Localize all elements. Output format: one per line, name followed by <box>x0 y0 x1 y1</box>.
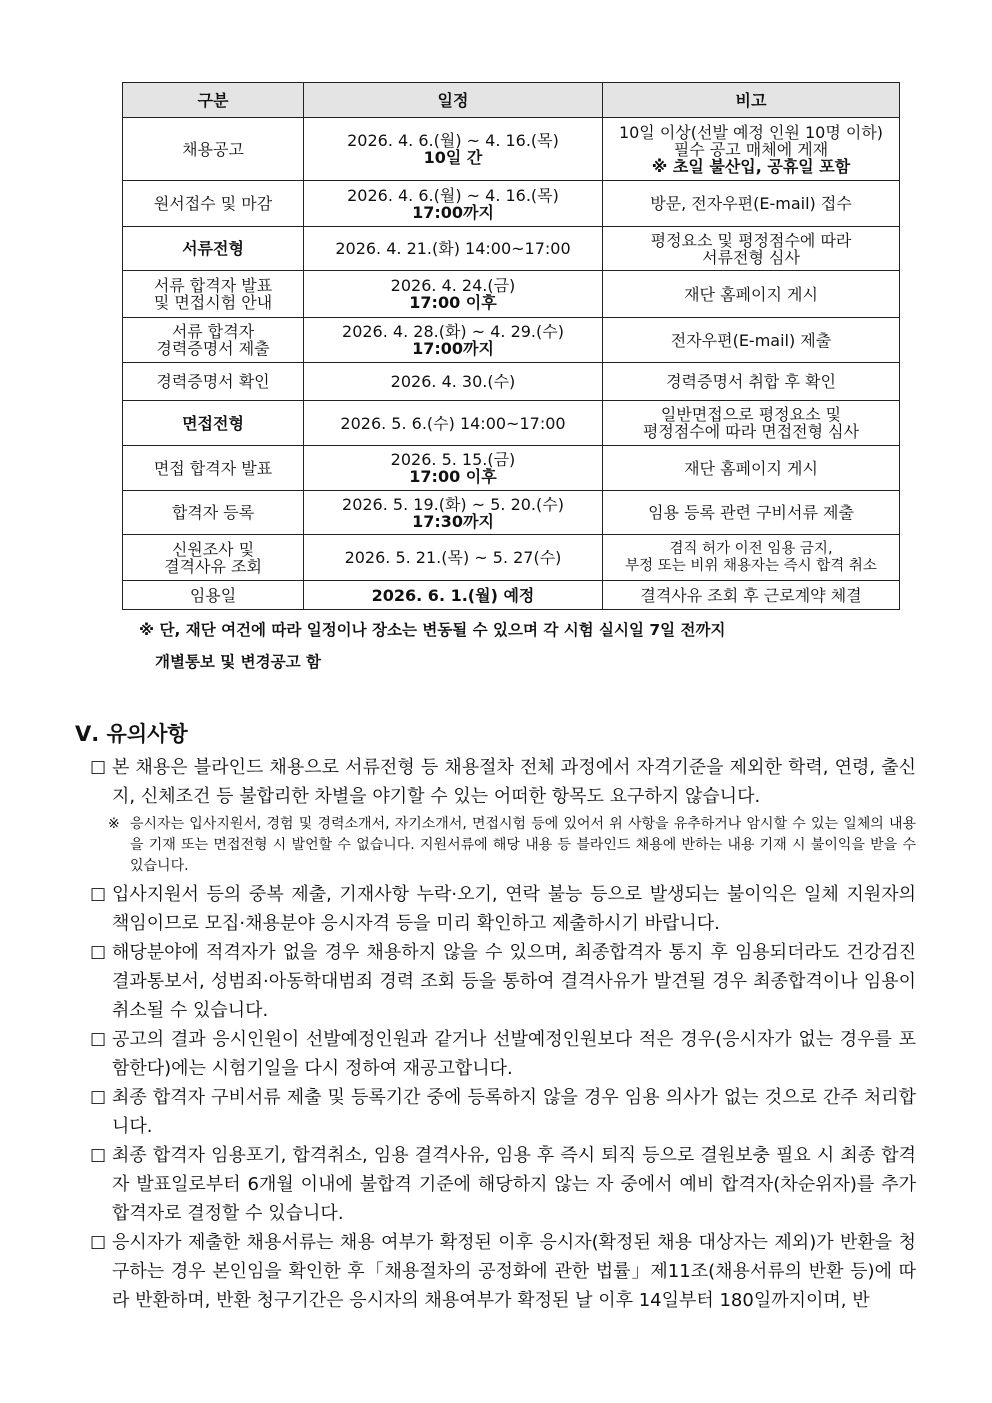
list-subitem <box>108 814 916 877</box>
row-schedule: 2026. 4. 21.(화) 14:00~17:00 <box>304 227 603 271</box>
header-schedule: 일정 <box>304 83 603 118</box>
row-schedule: 2026. 4. 28.(화) ~ 4. 29.(수) 17:00까지 <box>304 318 603 363</box>
table-footnote-line1: ※ 단, 재단 여건에 따라 일정이나 장소는 변동될 수 있으며 각 시험 실시일 7일 전까지 <box>139 621 726 639</box>
row-category: 서류전형 <box>123 227 304 271</box>
checkbox-bullet-icon: □ <box>90 1232 107 1252</box>
notice-text: 최종 합격자 임용포기, 합격취소, 임용 결격사유, 임용 후 즉시 퇴직 등으로 결원보충 필요 시 최종 합격자 발표일로부터 6개월 이내에 불합격 기준에 해당하지 않는 자 중에서 예비 합격자(차순위자)를 추가 합격자로 결정할 수 있습니다. <box>112 1145 916 1224</box>
notice-text: 입사지원서 등의 중복 제출, 기재사항 누락·오기, 연락 불능 등으로 발생되는 불이익은 일체 지원자의 책임이므로 모집·채용분야 응시자격 등을 미리 확인하고 제출하시기 바랍니다. <box>112 884 916 934</box>
row-category: 임용일 <box>123 581 304 610</box>
table-row <box>123 181 900 227</box>
checkbox-bullet-icon: □ <box>90 1029 107 1049</box>
table-header-row <box>123 83 900 118</box>
row-category: 원서접수 및 마감 <box>123 181 304 227</box>
table-row <box>123 227 900 271</box>
list-item <box>90 753 916 811</box>
header-category: 구분 <box>123 83 304 118</box>
checkbox-bullet-icon: □ <box>90 757 107 777</box>
row-schedule: 2026. 6. 1.(월) 예정 <box>304 581 603 610</box>
row-note: 방문, 전자우편(E-mail) 접수 <box>603 181 900 227</box>
table-row <box>123 401 900 446</box>
row-note: 재단 홈페이지 게시 <box>603 271 900 318</box>
row-note: 평정요소 및 평정점수에 따라 서류전형 심사 <box>603 227 900 271</box>
row-category: 면접전형 <box>123 401 304 446</box>
list-item <box>90 1141 916 1228</box>
row-category: 서류 합격자 발표 및 면접시험 안내 <box>123 271 304 318</box>
subnote-text: 응시자는 입사지원서, 경험 및 경력소개서, 자기소개서, 면접시험 등에 있어서 위 사항을 유추하거나 암시할 수 있는 일체의 내용을 기재 또는 면접전형 시 발언할 수 없습니다. 지원서류에 해당 내용 등 블라인드 채용에 반하는 내용 기재 시 불이익을 받을 수 있습니다. <box>130 816 916 874</box>
row-schedule: 2026. 5. 15.(금) 17:00 이후 <box>304 446 603 491</box>
row-note: 일반면접으로 평정요소 및 평정점수에 따라 면접전형 심사 <box>603 401 900 446</box>
row-schedule: 2026. 5. 21.(목) ~ 5. 27(수) <box>304 535 603 581</box>
row-note: 경력증명서 취합 후 확인 <box>603 363 900 401</box>
notice-text: 최종 합격자 구비서류 제출 및 등록기간 중에 등록하지 않을 경우 임용 의사가 없는 것으로 간주 처리합니다. <box>112 1087 916 1137</box>
notice-text: 공고의 결과 응시인원이 선발예정인원과 같거나 선발예정인원보다 적은 경우(응시자가 없는 경우를 포함한다)에는 시험기일을 다시 정하여 재공고합니다. <box>112 1029 916 1079</box>
checkbox-bullet-icon: □ <box>90 884 107 904</box>
row-category: 경력증명서 확인 <box>123 363 304 401</box>
row-category: 채용공고 <box>123 118 304 181</box>
list-item <box>90 1025 916 1083</box>
row-category: 서류 합격자 경력증명서 제출 <box>123 318 304 363</box>
notice-text: 해당분야에 적격자가 없을 경우 채용하지 않을 수 있으며, 최종합격자 통지 후 임용되더라도 건강검진 결과통보서, 성범죄·아동학대범죄 경력 조회 등을 통하여 결격사유가 발견될 경우 최종합격이나 임용이 취소될 수 있습니다. <box>112 942 916 1021</box>
row-note: 재단 홈페이지 게시 <box>603 446 900 491</box>
row-schedule: 2026. 4. 6.(월) ~ 4. 16.(목) 17:00까지 <box>304 181 603 227</box>
notice-list <box>90 753 916 1315</box>
row-schedule: 2026. 5. 19.(화) ~ 5. 20.(수) 17:30까지 <box>304 491 603 535</box>
row-category: 합격자 등록 <box>123 491 304 535</box>
row-category: 신원조사 및 결격사유 조회 <box>123 535 304 581</box>
table-row <box>123 271 900 318</box>
row-category: 면접 합격자 발표 <box>123 446 304 491</box>
row-schedule: 2026. 4. 6.(월) ~ 4. 16.(목) 10일 간 <box>304 118 603 181</box>
table-footnote-line2: 개별통보 및 변경공고 함 <box>155 653 321 671</box>
reference-mark-icon: ※ <box>108 816 120 832</box>
row-note: 결격사유 조회 후 근로계약 체결 <box>603 581 900 610</box>
table-row <box>123 535 900 581</box>
list-item <box>90 880 916 938</box>
list-item <box>90 938 916 1025</box>
row-schedule: 2026. 4. 30.(수) <box>304 363 603 401</box>
checkbox-bullet-icon: □ <box>90 1087 107 1107</box>
table-row <box>123 363 900 401</box>
table-row <box>123 491 900 535</box>
row-schedule: 2026. 5. 6.(수) 14:00~17:00 <box>304 401 603 446</box>
section-title: Ⅴ. 유의사항 <box>75 722 188 746</box>
table-row <box>123 318 900 363</box>
list-item <box>90 1228 916 1315</box>
table-row <box>123 118 900 181</box>
row-schedule: 2026. 4. 24.(금) 17:00 이후 <box>304 271 603 318</box>
notice-text: 응시자가 제출한 채용서류는 채용 여부가 확정된 이후 응시자(확정된 채용 대상자는 제외)가 반환을 청구하는 경우 본인임을 확인한 후「채용절차의 공정화에 관한 법률」제11조(채용서류의 반환 등)에 따라 반환하며, 반환 청구기간은 응시자의 채용여부가 확정된 날 이후 14일부터 180일까지이며, 반 <box>112 1232 916 1311</box>
row-note: 전자우편(E-mail) 제출 <box>603 318 900 363</box>
table-row <box>123 446 900 491</box>
schedule-table <box>122 82 900 610</box>
notice-text: 본 채용은 블라인드 채용으로 서류전형 등 채용절차 전체 과정에서 자격기준을 제외한 학력, 연령, 출신지, 신체조건 등 불합리한 차별을 야기할 수 있는 어떠한 항목도 요구하지 않습니다. <box>112 757 916 807</box>
header-note: 비고 <box>603 83 900 118</box>
list-item <box>90 1083 916 1141</box>
table-row <box>123 581 900 610</box>
checkbox-bullet-icon: □ <box>90 942 107 962</box>
row-note: 10일 이상(선발 예정 인원 10명 이하) 필수 공고 매체에 게재 ※ 초일 불산입, 공휴일 포함 <box>603 118 900 181</box>
row-note: 임용 등록 관련 구비서류 제출 <box>603 491 900 535</box>
checkbox-bullet-icon: □ <box>90 1145 107 1165</box>
row-note: 겸직 허가 이전 임용 금지, 부정 또는 비위 채용자는 즉시 합격 취소 <box>603 535 900 581</box>
